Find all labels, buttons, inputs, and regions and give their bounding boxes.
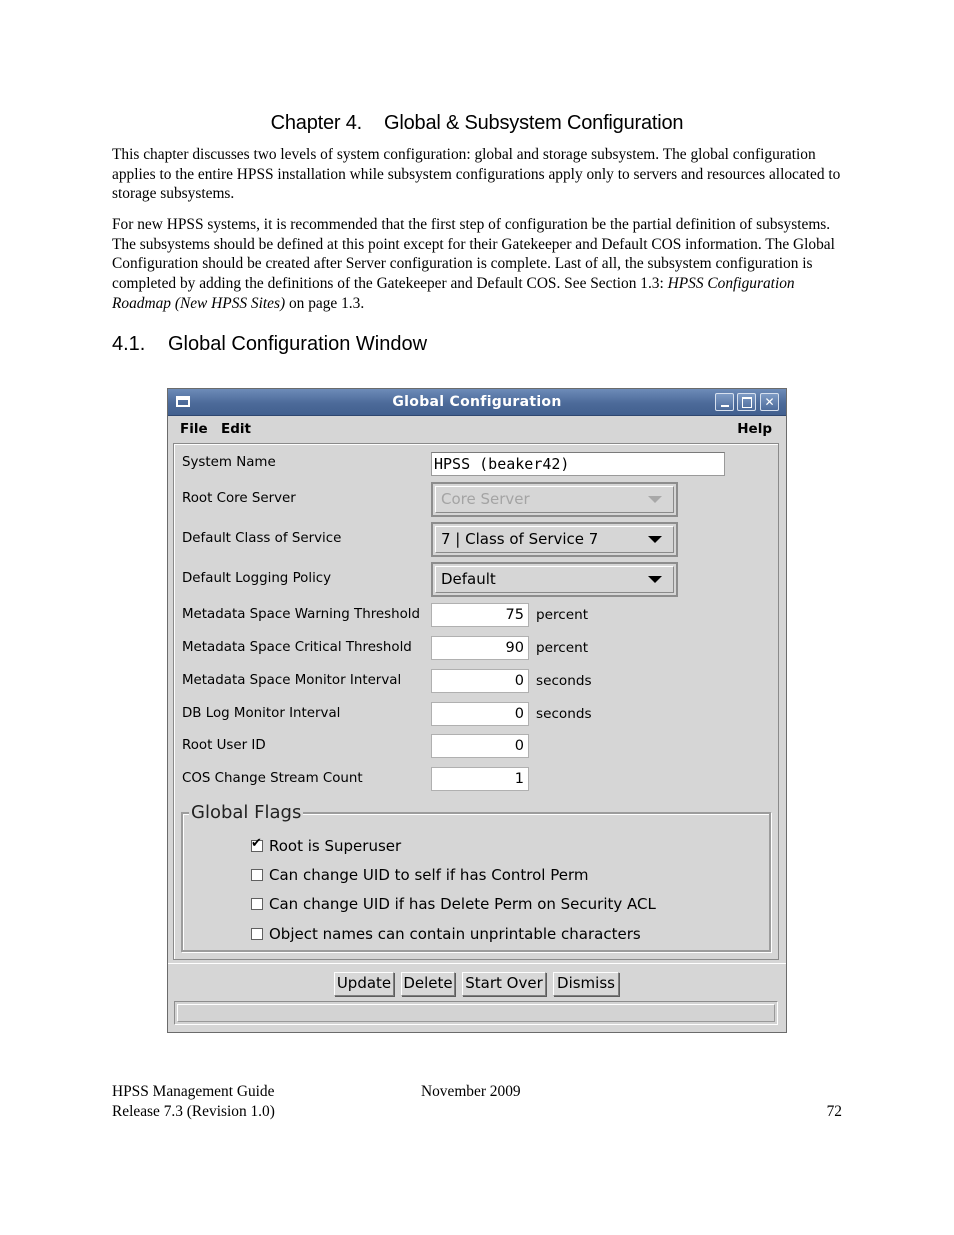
db-log-interval-input[interactable]: 0	[431, 702, 529, 726]
window-titlebar[interactable]	[168, 389, 786, 416]
flag-root-is-superuser[interactable]	[251, 837, 401, 855]
db-log-interval-unit: seconds	[536, 706, 592, 722]
section-number: 4.1.	[112, 333, 146, 355]
maximize-icon[interactable]	[737, 393, 756, 411]
section-reference: HPSS Configuration Roadmap (New HPSS Sites)	[112, 275, 795, 312]
default-cos-value: 7 | Class of Service 7	[435, 526, 674, 553]
default-cos-select[interactable]	[431, 522, 678, 557]
close-icon[interactable]: ✕	[760, 393, 779, 411]
checkbox-icon[interactable]	[251, 928, 263, 940]
button-bar	[168, 963, 786, 1000]
monitor-interval-unit: seconds	[536, 673, 592, 689]
warning-threshold-label: Metadata Space Warning Threshold	[182, 607, 421, 622]
default-cos-label: Default Class of Service	[182, 531, 342, 546]
configuration-panel	[173, 443, 779, 960]
warning-threshold-unit: percent	[536, 607, 589, 623]
minimize-icon[interactable]	[715, 393, 734, 411]
chevron-down-icon[interactable]	[648, 536, 662, 543]
update-button[interactable]: Update	[334, 972, 394, 996]
footer-date: November 2009	[421, 1083, 521, 1100]
delete-button[interactable]: Delete	[401, 972, 455, 996]
intro-paragraph-1: This chapter discusses two levels of system configuration: global and storage subsystem. The global configuration applies to the entire HPSS installation while subsystem configurations apply only to servers and resources allocated to storage subsystems.	[112, 146, 841, 203]
cos-stream-count-input[interactable]: 1	[431, 767, 529, 791]
root-user-id-label: Root User ID	[182, 738, 266, 753]
chevron-down-icon	[648, 496, 662, 503]
db-log-interval-label: DB Log Monitor Interval	[182, 706, 341, 721]
status-bar	[174, 1001, 778, 1025]
root-user-id-input[interactable]: 0	[431, 734, 529, 758]
menubar	[168, 416, 786, 441]
checkbox-icon[interactable]	[251, 898, 263, 910]
flag-change-uid-delete[interactable]	[251, 895, 656, 913]
global-configuration-window	[167, 388, 787, 1033]
menu-help[interactable]: Help	[737, 421, 772, 437]
checkbox-icon[interactable]	[251, 869, 263, 881]
flag-change-uid-control[interactable]	[251, 866, 588, 884]
monitor-interval-input[interactable]: 0	[431, 669, 529, 693]
flag-label: Can change UID to self if has Control Perm	[269, 866, 589, 884]
root-core-server-label: Root Core Server	[182, 491, 296, 506]
checkbox-checked-icon[interactable]	[251, 840, 263, 852]
flag-unprintable-names[interactable]	[251, 925, 641, 943]
flag-label: Root is Superuser	[269, 837, 402, 855]
menu-edit[interactable]: Edit	[221, 421, 251, 437]
default-logging-select[interactable]	[431, 562, 678, 597]
warning-threshold-input[interactable]: 75	[431, 603, 529, 627]
section-title-text: Global Configuration Window	[168, 333, 428, 355]
dismiss-button[interactable]: Dismiss	[553, 972, 619, 996]
chapter-title	[0, 112, 954, 135]
default-logging-value: Default	[435, 566, 674, 593]
intro-paragraph-2	[112, 215, 847, 314]
footer-page-number: 72	[826, 1103, 842, 1120]
cos-stream-count-label: COS Change Stream Count	[182, 771, 363, 786]
critical-threshold-input[interactable]: 90	[431, 636, 529, 660]
intro-paragraph-2-text: For new HPSS systems, it is recommended that the first step of configuration be the partial definition of subsystems. The subsystems should be defined at this point except for their Gatekeeper and Default COS information. The Global Configuration should be created after Server configuration is complete. Last of all, the subsystem configuration is completed by adding the definitions of the Gatekeeper and Default COS. See Section 1.3:	[112, 216, 835, 293]
root-core-server-value: Core Server	[435, 486, 674, 513]
global-flags-title: Global Flags	[191, 802, 302, 823]
section-heading	[112, 333, 427, 356]
critical-threshold-unit: percent	[536, 640, 589, 656]
system-name-label: System Name	[182, 455, 276, 470]
flag-label: Can change UID if has Delete Perm on Security ACL	[269, 895, 656, 913]
critical-threshold-label: Metadata Space Critical Threshold	[182, 640, 412, 655]
intro-paragraph-2-tail: on page 1.3.	[285, 294, 365, 312]
chapter-title-text: Global & Subsystem Configuration	[384, 112, 684, 134]
footer-guide-title: HPSS Management Guide	[112, 1083, 275, 1100]
default-logging-label: Default Logging Policy	[182, 571, 332, 586]
chevron-down-icon[interactable]	[648, 576, 662, 583]
monitor-interval-label: Metadata Space Monitor Interval	[182, 673, 402, 688]
system-name-field[interactable]: HPSS (beaker42)	[431, 452, 725, 476]
flag-label: Object names can contain unprintable characters	[269, 925, 641, 943]
root-core-server-select	[431, 482, 678, 517]
footer-release: Release 7.3 (Revision 1.0)	[112, 1103, 275, 1120]
window-title: Global Configuration	[392, 394, 562, 410]
chapter-number: Chapter 4.	[270, 112, 363, 134]
menu-file[interactable]: File	[180, 421, 208, 437]
global-flags-group	[181, 802, 771, 952]
start-over-button[interactable]: Start Over	[462, 972, 546, 996]
